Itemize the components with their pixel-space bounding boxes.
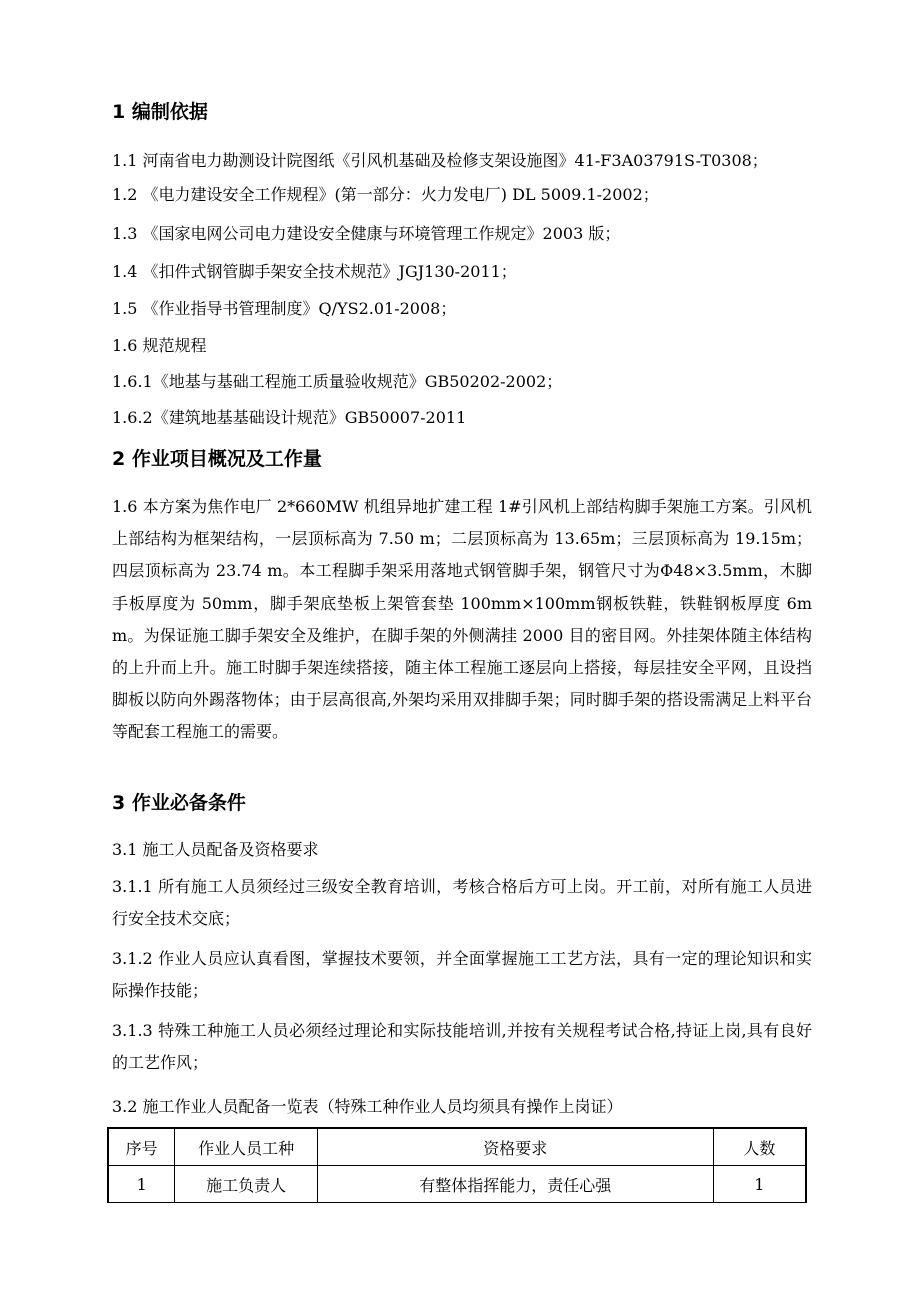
ref-item: 1.2 《电力建设安全工作规程》(第一部分：火力发电厂) DL 5009.1-2002； [112, 185, 659, 204]
table-cell: 1 [108, 1166, 175, 1203]
ref-item: 1.6.1《地基与基础工程施工质量验收规范》GB50202-2002； [112, 372, 563, 391]
personnel-table [107, 1127, 807, 1203]
table-row [108, 1166, 806, 1203]
table-cell: 有整体指挥能力，责任心强 [317, 1166, 713, 1203]
table-cell: 施工负责人 [175, 1166, 318, 1203]
ref-item: 1.5 《作业指导书管理制度》Q/YS2.01-2008； [112, 299, 457, 318]
para-3-1-2: 3.1.2 作业人员应认真看图，掌握技术要领，并全面掌握施工工艺方法，具有一定的理论知识和实际操作技能； [112, 949, 812, 1001]
header-cell: 资格要求 [317, 1128, 713, 1166]
ref-item: 1.3 《国家电网公司电力建设安全健康与环境管理工作规定》2003 版； [112, 224, 621, 243]
header-cell: 作业人员工种 [175, 1128, 318, 1166]
subsection-3-2: 3.2 施工作业人员配备一览表（特殊工种作业人员均须具有操作上岗证） [112, 1097, 623, 1116]
header-cell: 序号 [108, 1128, 175, 1166]
section-2-heading: 2 作业项目概况及工作量 [112, 448, 322, 470]
para-3-1-1: 3.1.1 所有施工人员须经过三级安全教育培训，考核合格后方可上岗。开工前，对所有施工人员进行安全技术交底； [112, 877, 812, 929]
ref-item: 1.6 规范规程 [112, 336, 207, 355]
table-cell: 1 [713, 1166, 806, 1203]
section-1-heading: 1 编制依据 [112, 101, 208, 123]
header-cell: 人数 [713, 1128, 806, 1166]
table-header-row [108, 1128, 806, 1166]
para-3-1-3: 3.1.3 特殊工种施工人员必须经过理论和实际技能培训,并按有关规程考试合格,持证上岗,具有良好的工艺作风； [112, 1021, 812, 1073]
ref-item: 1.1 河南省电力勘测设计院图纸《引风机基础及检修支架设施图》41-F3A03791S-T0308； [112, 151, 768, 170]
ref-item: 1.4 《扣件式钢管脚手架安全技术规范》JGJ130-2011； [112, 262, 517, 281]
ref-item: 1.6.2《建筑地基基础设计规范》GB50007-2011 [112, 408, 467, 427]
section-3-heading: 3 作业必备条件 [112, 792, 246, 814]
section-2-body: 1.6 本方案为焦作电厂 2*660MW 机组异地扩建工程 1#引风机上部结构脚手架施工方案。引风机上部结构为框架结构，一层顶标高为 7.50 m；二层顶标高为 13.65m；三层顶标高为 19.15m；四层顶标高为 23.74 m。本工程脚手架采用落地式钢管脚手架，钢管尺寸为Φ48×3.5mm，木脚手板厚度为 50mm，脚手架底垫板上架管套垫 100mm×100mm钢板铁鞋，铁鞋钢板厚度 6mm。为保证施工脚手架安全及维护，在脚手架的外侧满挂 2000 目的密目网。外挂架体随主体结构的上升而上升。施工时脚手架连续搭接，随主体工程施工逐层向上搭接，每层挂安全平网，且设挡脚板以防向外踢落物体；由于层高很高,外架均采用双排脚手架；同时脚手架的搭设需满足上料平台等配套工程施工的需要。 [112, 497, 812, 742]
subsection-3-1: 3.1 施工人员配备及资格要求 [112, 840, 319, 859]
